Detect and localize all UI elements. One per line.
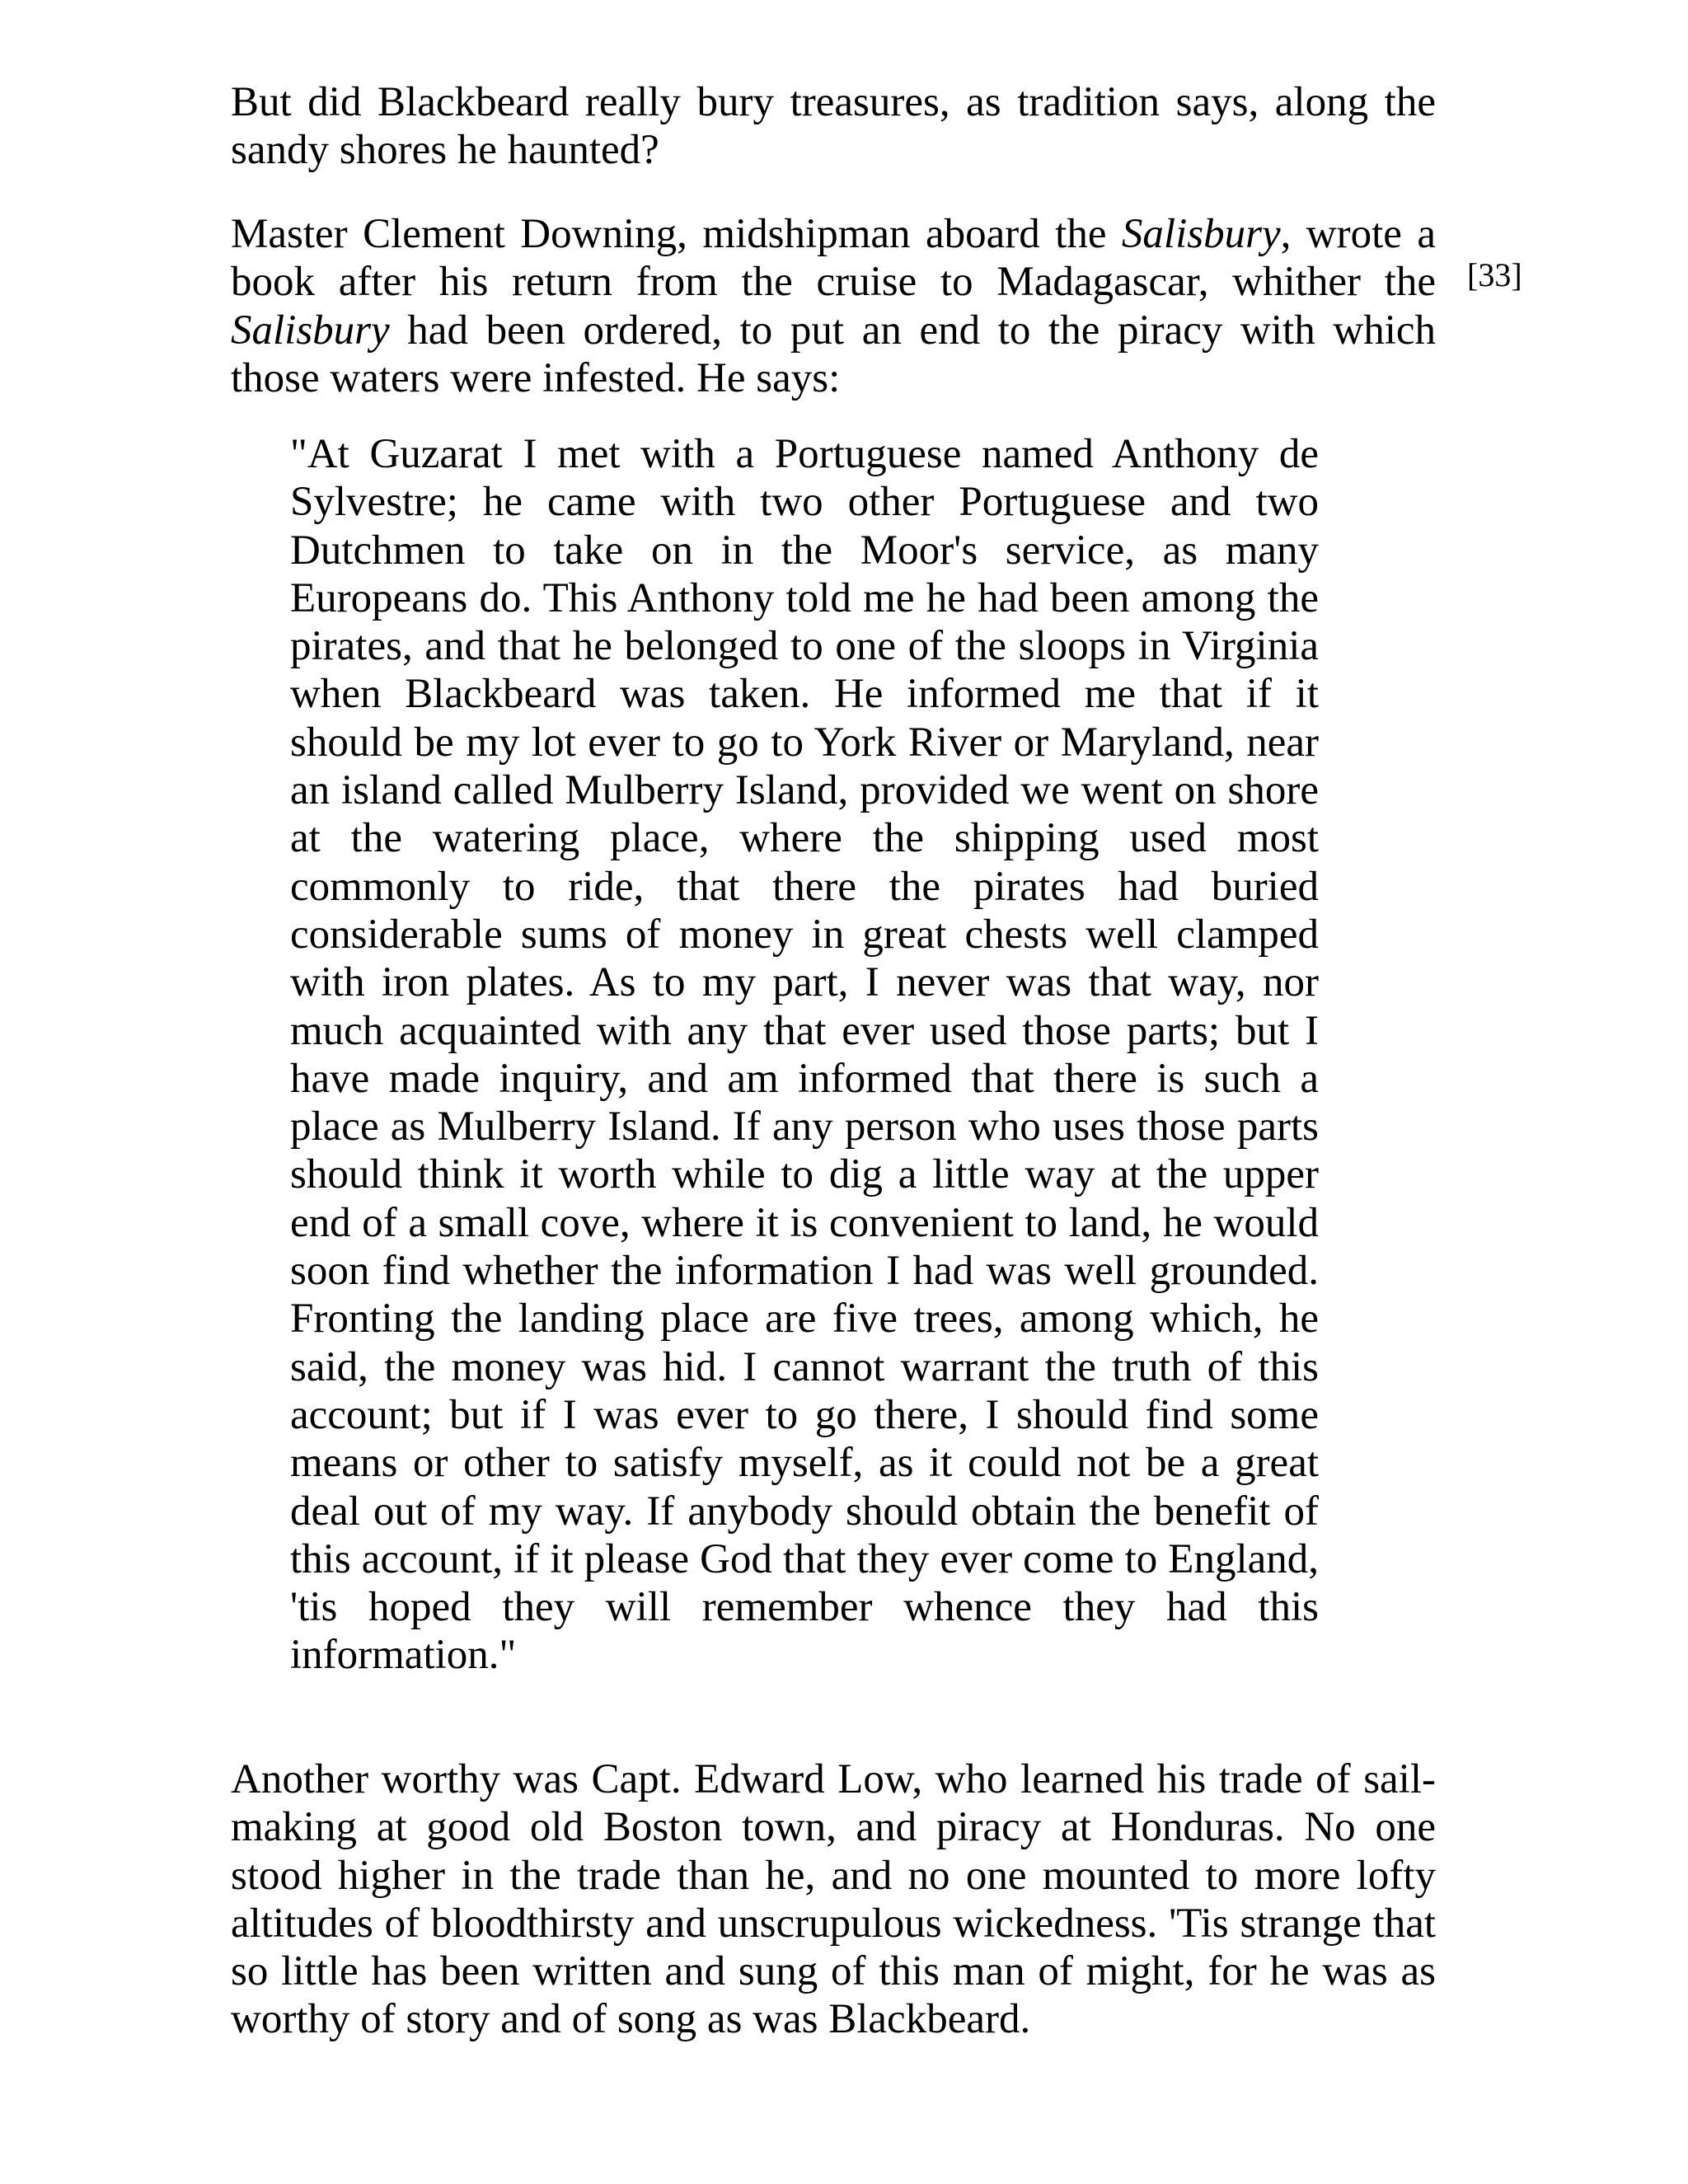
block-quote-downing: "At Guzarat I met with a Portuguese named Anthony de Sylvestre; he came with two other Portuguese and two Dutchmen to take on in the Moor's service, as many Europeans do. This Anthony told me he had been among the pirates, and that he belonged to one of the sloops in Virginia when Blackbeard was taken. He informed me that if it should be my lot ever to go to York River or Maryland, near an island called Mulberry Island, provided we went on shore at the watering place, where the shipping used most commonly to ride, that there the pirates had buried considerable sums of money in great chests well clamped with iron plates. As to my part, I never was that way, nor much acquainted with any that ever used those parts; but I have made inquiry, and am informed that there is such a place as Mulberry Island. If any person who uses those parts should think it worth while to dig a little way at the upper end of a small cove, where it is convenient to land, he would soon find whether the information I had was well grounded. Fronting the landing place are five trees, among which, he said, the money was hid. I cannot warrant the truth of this account; but if I was ever to go there, I should find some means or other to satisfy myself, as it could not be a great deal out of my way. If anybody should obtain the benefit of this account, if it please God that they ever come to England, 'tis hoped they will remember whence they had this information.": [290, 431, 1319, 1679]
paragraph-text-part3: had been ordered, to put an end to the piracy with which those waters were infested. He says:: [231, 307, 1436, 401]
paragraph-text-part1: Master Clement Downing, midshipman aboard the: [231, 211, 1122, 257]
page-number: [33]: [1467, 256, 1522, 293]
ship-name-salisbury: Salisbury: [1121, 211, 1281, 257]
paragraph-clement-downing: [231, 210, 1436, 402]
paragraph-blackbeard-question: But did Blackbeard really bury treasures, as tradition says, along the sandy shores he haunted?: [231, 79, 1436, 174]
paragraph-edward-low: Another worthy was Capt. Edward Low, who learned his trade of sail-making at good old Boston town, and piracy at Honduras. No one stood higher in the trade than he, and no one mounted to more lofty altitudes of bloodthirsty and unscrupulous wickedness. 'Tis strange that so little has been written and sung of this man of might, for he was as worthy of story and of song as was Blackbeard.: [231, 1756, 1436, 2043]
ship-name-salisbury: Salisbury: [231, 307, 390, 354]
paragraph-text-part2: , wrote a book after his return from the cruise to Madagascar, whither the: [231, 211, 1436, 306]
